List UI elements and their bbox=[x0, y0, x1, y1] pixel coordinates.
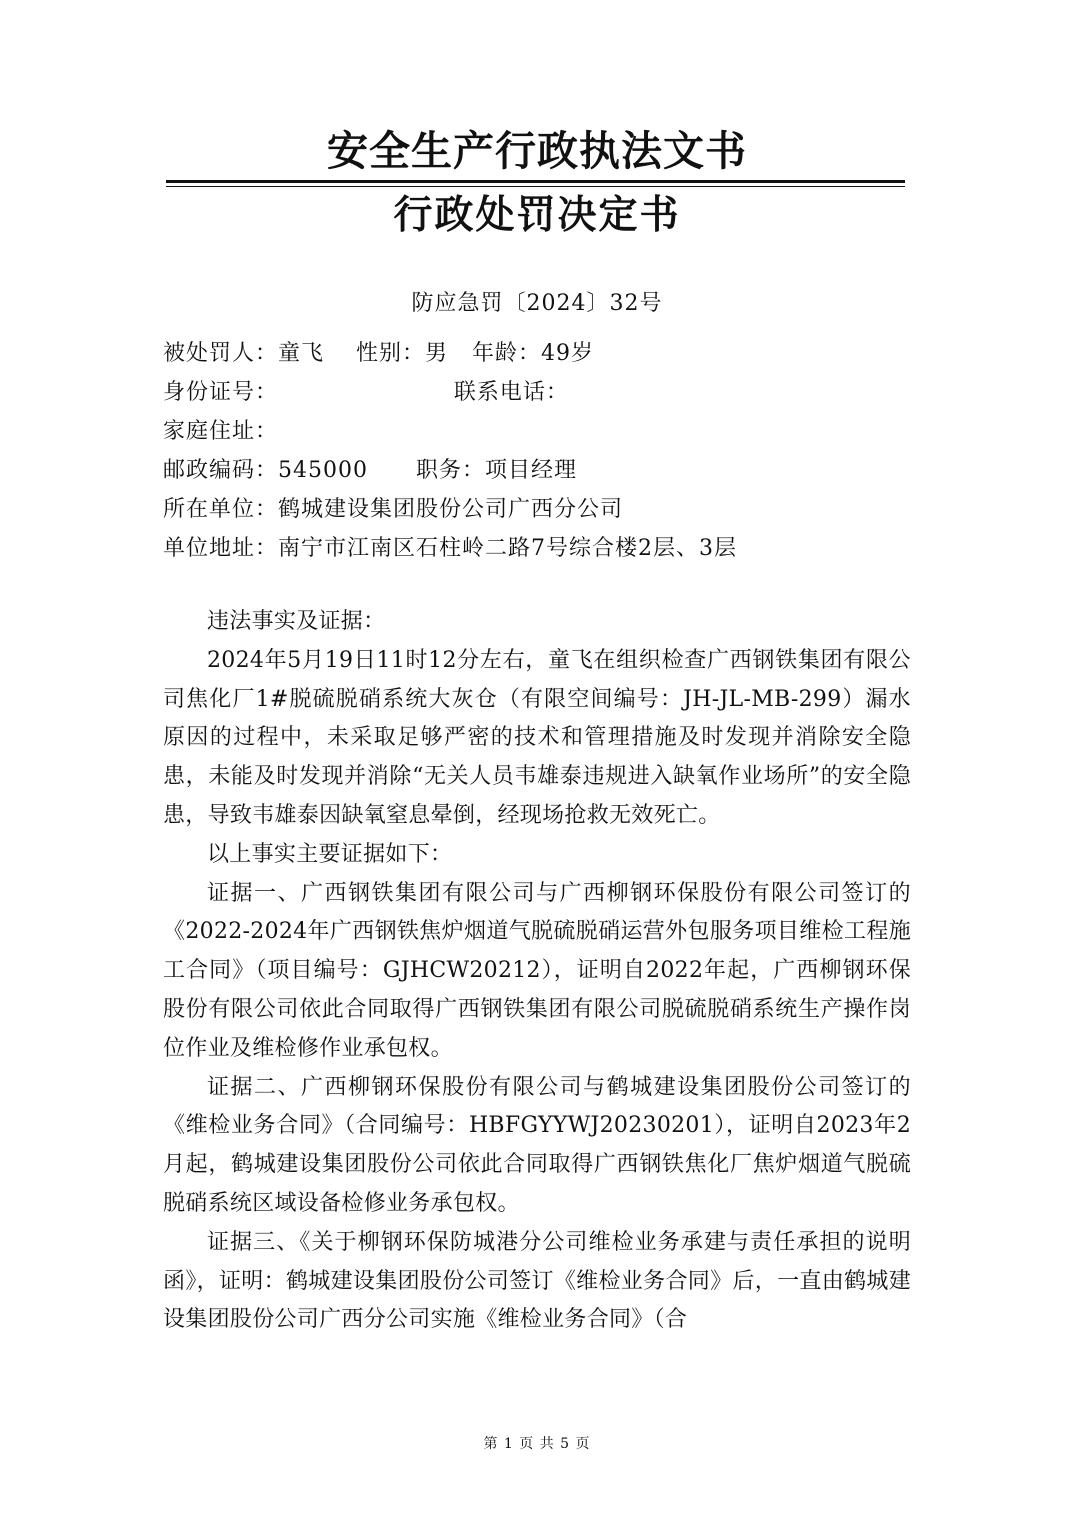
party-postcode-position: 邮政编码：545000 职务：项目经理 bbox=[163, 458, 577, 483]
document-body bbox=[163, 603, 911, 1340]
evidence-heading: 以上事实主要证据如下： bbox=[207, 841, 453, 867]
document-number: 防应急罚〔2024〕32号 bbox=[411, 291, 663, 316]
document-subtitle: 行政处罚决定书 bbox=[393, 192, 681, 238]
party-name-gender-age: 被处罚人：童飞 性别：男 年龄：49岁 bbox=[163, 341, 594, 366]
page-number: 第 1 页 共 5 页 bbox=[483, 1436, 591, 1452]
party-home-address: 家庭住址： bbox=[163, 419, 279, 444]
party-id-phone: 身份证号： 联系电话： bbox=[163, 380, 569, 405]
facts-paragraph: 2024年5月19日11时12分左右，童飞在组织检查广西钢铁集团有限公司焦化厂1#脱硫脱硝系统大灰仓（有限空间编号：JH-JL-MB-299）漏水原因的过程中，未采取足够严密的技术和管理措施及时发现并消除安全隐患，未能及时发现并消除“无关人员韦雄泰违规进入缺氧作业场所”的安全隐患，导致韦雄泰因缺氧窒息晕倒，经现场抢救无效死亡。 bbox=[163, 647, 911, 828]
document-title: 安全生产行政执法文书 bbox=[327, 127, 747, 175]
party-employer-address: 单位地址：南宁市江南区石柱岭二路7号综合楼2层、3层 bbox=[163, 536, 737, 561]
evidence-two: 证据二、广西柳钢环保股份有限公司与鹤城建设集团股份公司签订的《维检业务合同》（合同编号：HBFGYYWJ20230201），证明自2023年2月起，鹤城建设集团股份公司依此合同取得广西钢铁焦化厂焦炉烟道气脱硫脱硝系统区域设备检修业务承包权。 bbox=[163, 1074, 911, 1216]
party-employer: 所在单位：鹤城建设集团股份公司广西分公司 bbox=[163, 497, 624, 522]
evidence-one: 证据一、广西钢铁集团有限公司与广西柳钢环保股份有限公司签订的《2022-2024年广西钢铁焦炉烟道气脱硫脱硝运营外包服务项目维检工程施工合同》（项目编号：GJHCW20212），证明自2022年起，广西柳钢环保股份有限公司依此合同取得广西钢铁集团有限公司脱硫脱硝系统生产操作岗位作业及维检修作业承包权。 bbox=[163, 880, 911, 1061]
facts-heading: 违法事实及证据： bbox=[207, 609, 386, 634]
title-divider-thick bbox=[166, 180, 905, 183]
evidence-three: 证据三、《关于柳钢环保防城港分公司维检业务承建与责任承担的说明函》，证明：鹤城建设集团股份公司签订《维检业务合同》后，一直由鹤城建设集团股份公司广西分公司实施《维检业务合同》（合 bbox=[163, 1229, 911, 1333]
